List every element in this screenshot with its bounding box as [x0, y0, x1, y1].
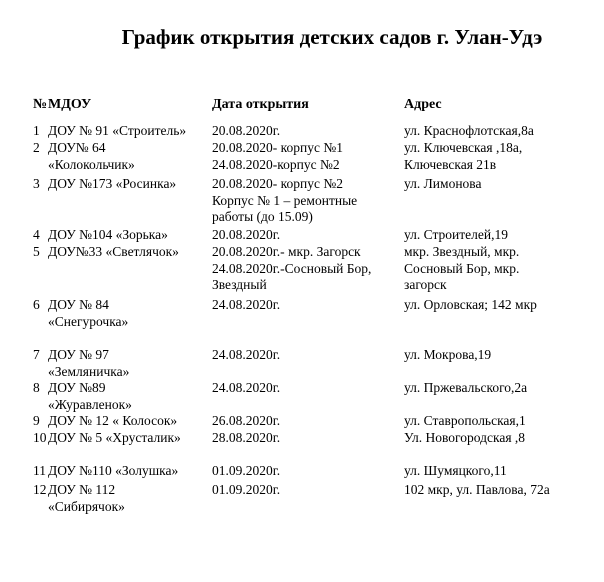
kindergarten-name	[48, 123, 212, 140]
header-address: Адрес	[404, 97, 442, 112]
opening-date-line: 26.08.2020г.	[212, 413, 281, 428]
kindergarten-name-line: ДОУ №110 «Золушка»	[48, 463, 179, 478]
row-number: 12	[33, 482, 47, 497]
address	[404, 176, 594, 227]
row-number: 7	[33, 347, 40, 362]
address-line: мкр. Звездный, мкр.	[404, 244, 520, 259]
kindergarten-name-line: «Сибирячок»	[48, 498, 125, 514]
opening-date-line: 24.08.2020-корпус №2	[212, 156, 340, 172]
address	[404, 140, 594, 176]
table-row	[33, 244, 594, 297]
kindergarten-name	[48, 244, 212, 297]
kindergarten-name-line: ДОУ №173 «Росинка»	[48, 176, 177, 191]
address-line: загорск	[404, 277, 447, 292]
opening-date-line: Звездный	[212, 277, 267, 292]
table-row	[33, 123, 594, 140]
opening-date	[212, 430, 404, 463]
opening-date-line: 20.08.2020г.	[212, 123, 281, 138]
opening-date-line: 01.09.2020г.	[212, 463, 281, 478]
opening-date	[212, 123, 404, 140]
address-line: ул. Лимонова	[404, 176, 482, 191]
kindergarten-name	[48, 482, 212, 518]
table-row	[33, 430, 594, 463]
address	[404, 430, 594, 463]
table-row	[33, 380, 594, 413]
table-body	[33, 123, 594, 518]
address-line: Ул. Новогородская ,8	[404, 430, 526, 445]
kindergarten-name-line: ДОУ № 5 «Хрусталик»	[48, 430, 181, 445]
kindergarten-name-line: ДОУ №104 «Зорька»	[48, 227, 168, 242]
address	[404, 297, 594, 347]
kindergarten-name	[48, 430, 212, 463]
opening-date	[212, 244, 404, 297]
address	[404, 413, 594, 430]
opening-date-line: 24.08.2020г.	[212, 297, 281, 312]
kindergarten-name-line: «Земляничка»	[48, 363, 130, 379]
kindergarten-name-line: «Снегурочка»	[48, 313, 129, 329]
address	[404, 482, 594, 518]
kindergarten-name-line: ДОУ № 84	[48, 297, 109, 312]
address-line: ул. Краснофлотская,8а	[404, 123, 534, 138]
row-number: 2	[33, 140, 40, 155]
kindergarten-name-line: ДОУ№33 «Светлячок»	[48, 244, 179, 259]
row-number: 4	[33, 227, 40, 242]
opening-date-line: 20.08.2020г.- мкр. Загорск	[212, 244, 361, 259]
opening-date-line: 01.09.2020г.	[212, 482, 281, 497]
kindergarten-name-line: ДОУ№ 64	[48, 140, 106, 155]
kindergarten-name-line: ДОУ № 91 «Строитель»	[48, 123, 187, 138]
table-row	[33, 140, 594, 176]
row-number: 11	[33, 463, 46, 478]
opening-date	[212, 347, 404, 380]
row-number: 8	[33, 380, 40, 395]
table-row	[33, 413, 594, 430]
address-line: ул. Мокрова,19	[404, 347, 492, 362]
table-row	[33, 347, 594, 380]
kindergarten-name	[48, 413, 212, 430]
address-line: Ключевская 21в	[404, 156, 497, 172]
address	[404, 123, 594, 140]
kindergarten-name-line: ДОУ № 12 « Колосок»	[48, 413, 178, 428]
header-name: МДОУ	[48, 97, 92, 112]
opening-date-line: 28.08.2020г.	[212, 430, 281, 445]
kindergarten-name	[48, 297, 212, 347]
header-date: Дата открытия	[212, 97, 309, 112]
table-row	[33, 297, 594, 347]
opening-date	[212, 482, 404, 518]
opening-date-line: 24.08.2020г.	[212, 380, 281, 395]
document-title: График открытия детских садов г. Улан-Удэ	[121, 25, 543, 49]
address-line: ул. Орловская; 142 мкр	[404, 297, 537, 312]
schedule-table	[33, 97, 594, 518]
table-row	[33, 482, 594, 518]
opening-date-line: 24.08.2020г.-Сосновый Бор,	[212, 260, 372, 276]
kindergarten-name	[48, 176, 212, 227]
kindergarten-name-line: ДОУ №89	[48, 380, 106, 395]
address-line: ул. Шумяцкого,11	[404, 463, 507, 478]
address	[404, 380, 594, 413]
address-line: ул. Пржевальского,2а	[404, 380, 528, 395]
opening-date	[212, 463, 404, 482]
kindergarten-name	[48, 227, 212, 244]
row-number: 9	[33, 413, 40, 428]
opening-date	[212, 176, 404, 227]
kindergarten-name	[48, 463, 212, 482]
address-line: ул. Ключевская ,18а,	[404, 140, 523, 155]
address-line: ул. Строителей,19	[404, 227, 508, 242]
address-line: Сосновый Бор, мкр.	[404, 260, 520, 276]
row-number: 3	[33, 176, 40, 191]
opening-date-line: 20.08.2020г.	[212, 227, 281, 242]
opening-date	[212, 227, 404, 244]
kindergarten-name-line: ДОУ № 97	[48, 347, 109, 362]
opening-date	[212, 413, 404, 430]
opening-date	[212, 297, 404, 347]
kindergarten-name	[48, 140, 212, 176]
kindergarten-name	[48, 380, 212, 413]
address	[404, 244, 594, 297]
opening-date-line: работы (до 15.09)	[212, 209, 313, 224]
opening-date-line: 24.08.2020г.	[212, 347, 281, 362]
table-row	[33, 463, 594, 482]
address	[404, 347, 594, 380]
row-number: 6	[33, 297, 40, 312]
opening-date-line: 20.08.2020- корпус №2	[212, 176, 343, 191]
row-number: 10	[33, 430, 47, 445]
address	[404, 463, 594, 482]
row-number: 5	[33, 244, 40, 259]
kindergarten-name-line: «Журавленок»	[48, 396, 132, 412]
opening-date	[212, 380, 404, 413]
header-row	[33, 97, 594, 123]
opening-date	[212, 140, 404, 176]
address	[404, 227, 594, 244]
opening-date-line: 20.08.2020- корпус №1	[212, 140, 343, 155]
address-line: 102 мкр, ул. Павлова, 72а	[404, 482, 550, 497]
table-row	[33, 227, 594, 244]
address-line: ул. Ставропольская,1	[404, 413, 526, 428]
header-num: №	[33, 97, 48, 112]
table-row	[33, 176, 594, 227]
kindergarten-name-line: ДОУ № 112	[48, 482, 116, 497]
row-number: 1	[33, 123, 40, 138]
kindergarten-name-line: «Колокольчик»	[48, 156, 135, 172]
kindergarten-name	[48, 347, 212, 380]
opening-date-line: Корпус № 1 – ремонтные	[212, 192, 358, 208]
